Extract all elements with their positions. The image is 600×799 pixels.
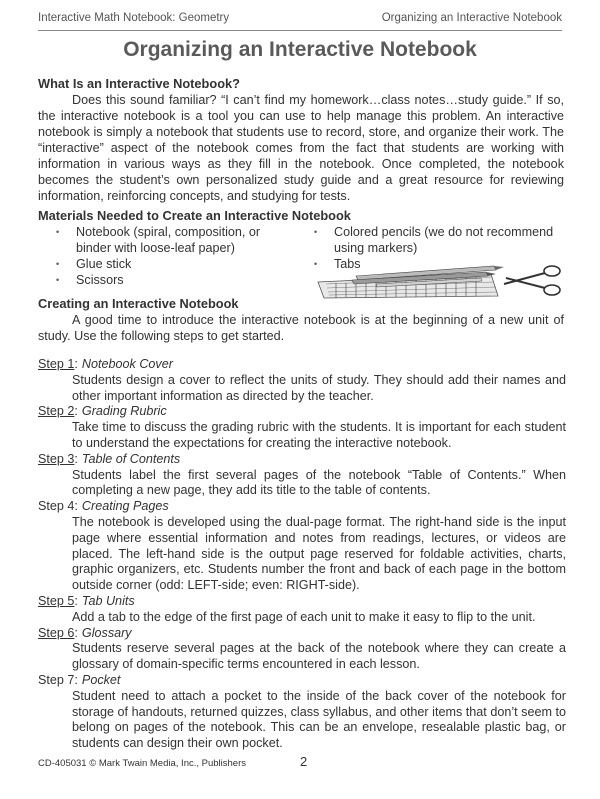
section-what-is-heading: What Is an Interactive Notebook?	[38, 76, 240, 91]
step-body: Students label the first several pages of the notebook “Table of Contents.” When completing a new page, they add its title to the table of contents.	[72, 467, 566, 498]
section-what-is-body: Does this sound familiar? “I can’t find my homework…class notes…study guide.” If so, the interactive notebook is a tool you can use to help manage this problem. An interactive notebook is simply a notebook that students use to record, store, and organize their work. The “interactive” aspect of the notebook comes from the fact that students are working with information in various ways as they fill in the notebook. Once completed, the notebook becomes the student’s own personalized study guide and a great resource for reviewing information, reinforcing concepts, and studying for tests.	[38, 93, 564, 203]
step-body: The notebook is developed using the dual-page format. The right-hand side is the input page where essential information and notes from readings, lectures, or videos are placed. The left-hand side is the output page reserved for foldable activities, charts, graphic organizers, etc. Students number the front and back of each page in the bottom outside corner (odd: LEFT-side; even: RIGHT-side).	[72, 514, 566, 593]
step-item: Step 3: Table of Contents Students label the first several pages of the notebook “Table of Contents.” When completing a new page, they add its title to the table of contents.	[38, 451, 566, 498]
step-number: Step 1	[38, 357, 75, 371]
section-creating	[38, 296, 564, 344]
header-divider	[38, 30, 562, 31]
section-materials	[38, 208, 564, 224]
step-item: Step 1: Notebook Cover Students design a cover to reflect the units of study. They should add their names and other important information as directed by the teacher.	[38, 357, 566, 403]
step-item: Step 7: Pocket Student need to attach a pocket to the inside of the back cover of the notebook for storage of handouts, returned quizzes, class syllabus, and other items that don’t seem to belong on pages of the notebook. This can be an envelope, resealable plastic bag, or students can design their own pocket.	[38, 672, 566, 751]
page-header	[38, 12, 562, 28]
step-number: Step 3	[38, 451, 75, 466]
step-name: Glossary	[81, 625, 132, 640]
footer-copyright: CD-405031 © Mark Twain Media, Inc., Publishers	[38, 758, 246, 769]
step-name: Creating Pages	[81, 499, 169, 514]
step-number: Step 7	[38, 672, 75, 687]
header-book-title: Interactive Math Notebook: Geometry	[38, 12, 230, 24]
materials-item: • Scissors	[64, 272, 284, 288]
materials-item: • Tabs	[322, 256, 562, 272]
step-name: Tab Units	[81, 593, 135, 608]
section-what-is	[38, 76, 564, 204]
step-body: Add a tab to the edge of the first page of each unit to make it easy to flip to the unit.	[72, 609, 536, 624]
step-number: Step 5	[38, 593, 75, 608]
step-body: Student need to attach a pocket to the inside of the back cover of the notebook for storage of handouts, returned quizzes, class syllabus, and other items that don’t seem to belong on pages of the notebook. This can be an envelope, resealable plastic bag, or students can design their own pocket.	[72, 688, 566, 751]
materials-list-left	[64, 224, 284, 288]
section-materials-heading: Materials Needed to Create an Interactive Notebook	[38, 208, 351, 223]
materials-item: • Glue stick	[64, 256, 284, 272]
step-number: Step 4	[38, 499, 75, 514]
section-creating-body: A good time to introduce the interactive notebook is at the beginning of a new unit of study. Use the following steps to get started.	[38, 313, 564, 343]
page-title: Organizing an Interactive Notebook	[123, 38, 477, 61]
scissors-illustration	[504, 266, 560, 295]
step-item: Step 6: Glossary Students reserve several pages at the back of the notebook where they can create a glossary of domain-specific terms encountered in each lesson.	[38, 625, 566, 672]
step-item: Step 2: Grading Rubric Take time to discuss the grading rubric with the students. It is important for each student to understand the expectations for creating the interactive notebook.	[38, 404, 566, 450]
step-body: Students reserve several pages at the back of the notebook where they can create a glossary of domain-specific terms encountered in each lesson.	[72, 641, 566, 672]
page-number: 2	[300, 754, 308, 769]
step-item: Step 5: Tab Units Add a tab to the edge of the first page of each unit to make it easy to flip to the unit.	[38, 594, 566, 626]
step-item: Step 4: Creating Pages The notebook is developed using the dual-page format. The right-hand side is the input page where essential information and notes from readings, lectures, or videos are placed. The left-hand side is the output page reserved for foldable activities, charts, graphic organizers, etc. Students number the front and back of each page in the bottom outside corner (odd: LEFT-side; even: RIGHT-side).	[38, 499, 566, 593]
step-name: Notebook Cover	[81, 357, 173, 371]
step-name: Grading Rubric	[81, 404, 167, 419]
step-body: Students design a cover to reflect the units of study. They should add their names and other important information as directed by the teacher.	[72, 372, 566, 403]
step-name: Table of Contents	[81, 451, 181, 466]
section-creating-heading: Creating an Interactive Notebook	[38, 296, 239, 311]
header-section-title: Organizing an Interactive Notebook	[381, 12, 562, 24]
step-number: Step 6	[38, 625, 75, 640]
materials-item: • Colored pencils (we do not recommend using markers)	[322, 224, 562, 256]
materials-item: • Notebook (spiral, composition, or binder with loose-leaf paper)	[64, 224, 284, 256]
step-name: Pocket	[81, 672, 121, 687]
step-body: Take time to discuss the grading rubric with the students. It is important for each student to understand the expectations for creating the interactive notebook.	[72, 420, 566, 450]
steps-list	[38, 357, 566, 752]
step-number: Step 2	[38, 404, 75, 419]
